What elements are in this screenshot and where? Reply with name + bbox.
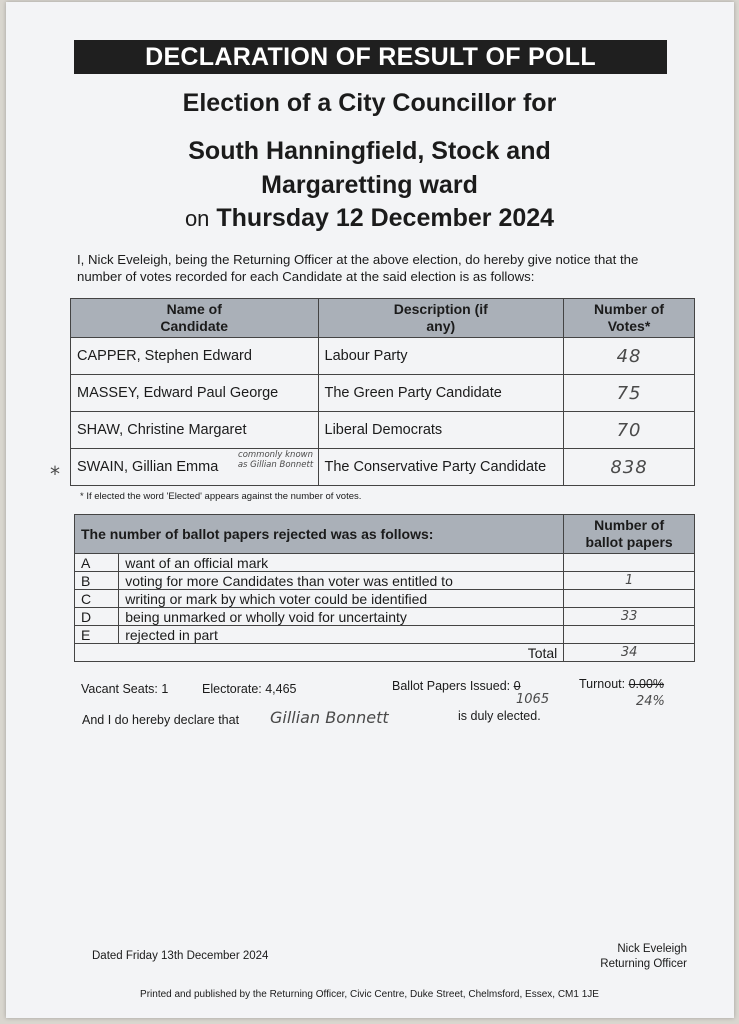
rejected-reason: writing or mark by which voter could be identified [119, 590, 564, 608]
ballot-issued-struck: 0 [513, 679, 521, 693]
candidate-description: Liberal Democrats [318, 412, 564, 449]
ward-name-line1: South Hanningfield, Stock and [188, 137, 551, 165]
elected-name-handwritten: Gillian Bonnett [270, 708, 389, 727]
rejected-ballots-table [74, 514, 695, 662]
total-value: 34 [564, 644, 695, 662]
header-votes: Number of Votes* [564, 299, 695, 338]
rejected-row [75, 572, 695, 590]
candidate-name-cell [71, 449, 319, 486]
rejected-letter: E [75, 626, 119, 644]
notice-text: I, Nick Eveleigh, being the Returning Officer at the above election, do hereby give notice that the number of votes recorded for each Candidate at the said election is as follows: [77, 252, 639, 284]
date-prefix: on [184, 206, 210, 231]
election-title: Election of a City Councillor for [182, 89, 557, 117]
turnout [579, 677, 664, 691]
turnout-struck: 0.00% [628, 677, 665, 691]
margin-mark: * [50, 462, 60, 486]
candidate-votes: 75 [564, 375, 695, 412]
rejected-row [75, 608, 695, 626]
candidate-name: SHAW, Christine Margaret [71, 412, 319, 449]
turnout-handwritten: 24% [636, 694, 665, 709]
rejected-count [564, 590, 695, 608]
footnote: * If elected the word 'Elected' appears against the number of votes. [80, 491, 362, 502]
dated: Dated Friday 13th December 2024 [92, 950, 269, 962]
rejected-count: 1 [564, 572, 695, 590]
rejected-row [75, 590, 695, 608]
candidates-header-row [71, 299, 695, 338]
ballot-papers-issued [392, 679, 521, 693]
ballot-issued-label: Ballot Papers Issued: [392, 679, 511, 693]
printed-by: Printed and published by the Returning Officer, Civic Centre, Duke Street, Chelmsford, Essex, CM1 1JE [140, 989, 599, 1000]
candidate-votes: 838 [564, 449, 695, 486]
rejected-letter: B [75, 572, 119, 590]
total-label: Total [75, 644, 564, 662]
candidate-description: The Conservative Party Candidate [318, 449, 564, 486]
ballot-issued-handwritten: 1065 [516, 692, 550, 707]
officer-name: Nick Eveleigh [617, 943, 687, 955]
rejected-reason: voting for more Candidates than voter was entitled to [119, 572, 564, 590]
ward-name-line2: Margaretting ward [261, 171, 478, 199]
rejected-letter: D [75, 608, 119, 626]
header-description: Description (if any) [318, 299, 564, 338]
rejected-count: 33 [564, 608, 695, 626]
candidate-row [71, 338, 695, 375]
officer-title: Returning Officer [600, 958, 687, 970]
candidate-votes: 70 [564, 412, 695, 449]
candidate-row [71, 412, 695, 449]
rejected-total-row [75, 644, 695, 662]
handwritten-name-note: commonly known as Gillian Bonnett [237, 450, 314, 470]
vacant-seats: Vacant Seats: 1 [81, 682, 169, 696]
declaration-banner: DECLARATION OF RESULT OF POLL [74, 40, 667, 74]
rejected-letter: A [75, 554, 119, 572]
turnout-label: Turnout: [579, 677, 626, 691]
rejected-reason: being unmarked or wholly void for uncertainty [119, 608, 564, 626]
candidate-description: The Green Party Candidate [318, 375, 564, 412]
rejected-header-left: The number of ballot papers rejected was as follows: [75, 515, 564, 554]
rejected-header-row [75, 515, 695, 554]
candidate-description: Labour Party [318, 338, 564, 375]
candidate-row [71, 449, 695, 486]
candidate-name: CAPPER, Stephen Edward [71, 338, 319, 375]
rejected-count [564, 626, 695, 644]
rejected-row [75, 626, 695, 644]
declare-suffix: is duly elected. [458, 709, 541, 723]
candidate-name: MASSEY, Edward Paul George [71, 375, 319, 412]
electorate: Electorate: 4,465 [202, 682, 297, 696]
rejected-reason: rejected in part [119, 626, 564, 644]
date-value: Thursday 12 December 2024 [216, 204, 555, 232]
candidates-table [70, 298, 695, 486]
rejected-count [564, 554, 695, 572]
election-date [0, 204, 739, 233]
declare-prefix: And I do hereby declare that [82, 713, 240, 727]
candidate-name: SWAIN, Gillian Emma [77, 459, 219, 475]
rejected-reason: want of an official mark [119, 554, 564, 572]
candidate-row [71, 375, 695, 412]
rejected-letter: C [75, 590, 119, 608]
rejected-row [75, 554, 695, 572]
candidate-votes: 48 [564, 338, 695, 375]
header-name: Name of Candidate [71, 299, 319, 338]
rejected-header-right: Number of ballot papers [564, 515, 695, 554]
